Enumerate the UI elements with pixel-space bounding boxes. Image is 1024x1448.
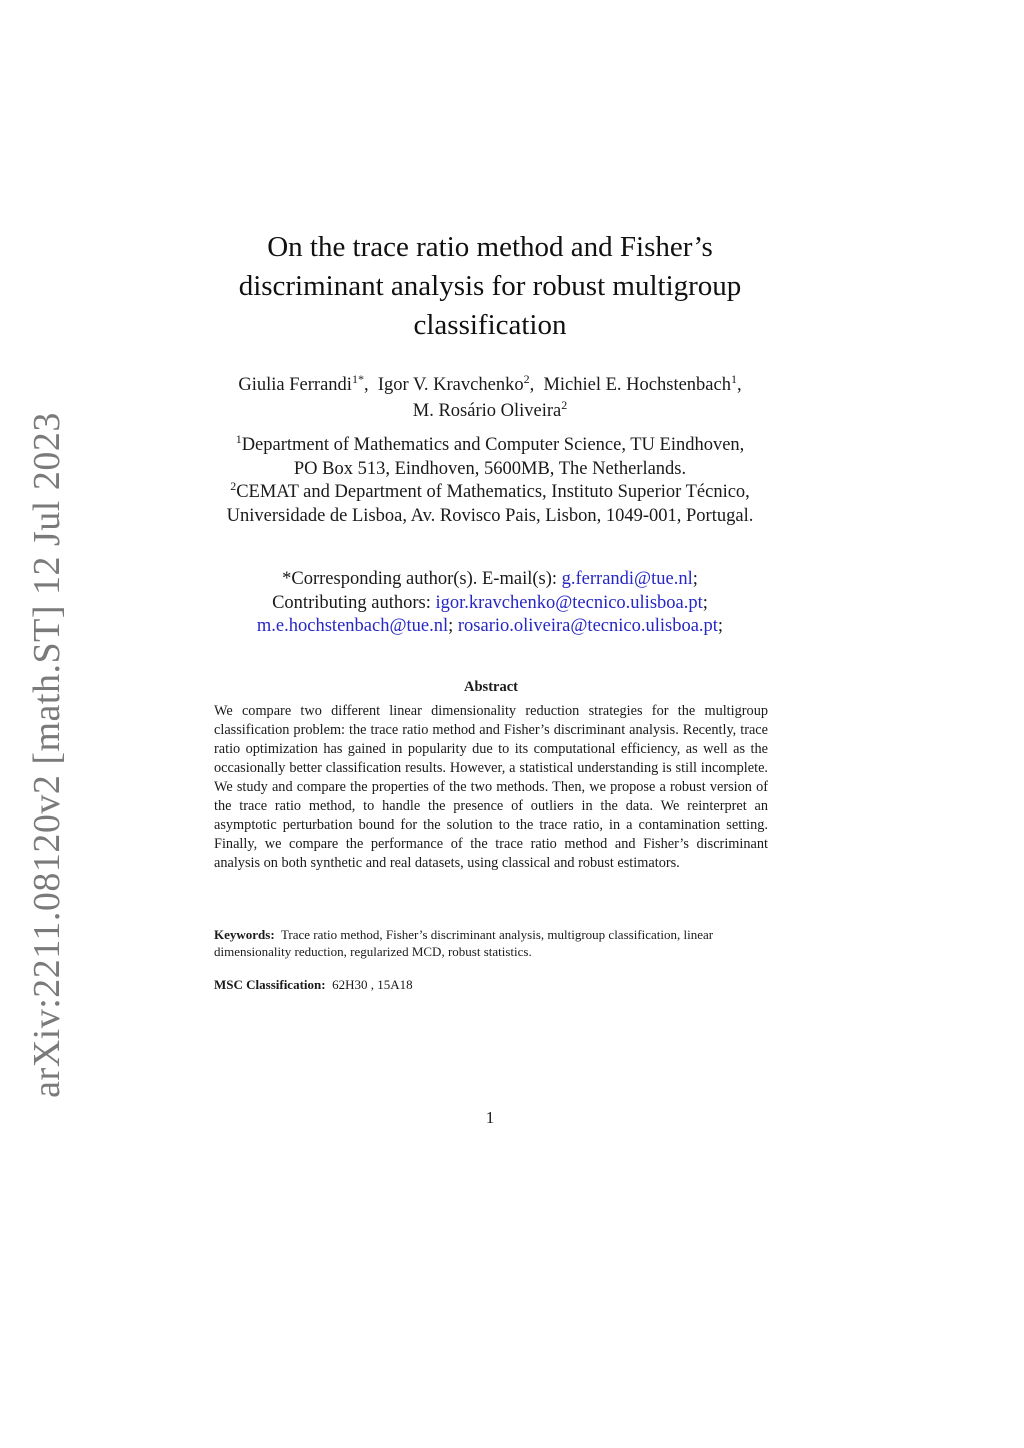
author-line: Giulia Ferrandi$^{1*}$, Igor V. Kravchenko$^2$, Michiel E. Hochstenbach$^1$, (238, 372, 742, 395)
author-affiliation-marker: 2 (561, 398, 568, 412)
affiliation-marker: 2 (230, 479, 237, 493)
author-name: Giulia Ferrandi (238, 375, 352, 395)
separator: ; (717, 616, 724, 636)
email-link[interactable]: rosario.oliveira@tecnico.ulisboa.pt (457, 616, 718, 636)
abstract-heading: Abstract (464, 679, 518, 695)
title-line: discriminant analysis for robust multigroup (238, 270, 742, 302)
msc-text: 62H30 , 15A18 (332, 977, 413, 992)
msc-label: MSC Classification: (214, 977, 326, 992)
affiliation-list (140, 434, 840, 528)
affiliation-text: CEMAT and Department of Mathematics, Instituto Superior Técnico, (236, 482, 750, 502)
author-name: Michiel E. Hochstenbach (543, 375, 731, 395)
contributing-label: Contributing authors: (272, 592, 436, 613)
author-affiliation-marker: 2 (523, 372, 530, 386)
msc-block (214, 977, 768, 993)
author-line (140, 398, 840, 424)
author-affiliation-marker: 1 (730, 372, 737, 386)
affiliation-line (140, 481, 840, 505)
affiliation-line (140, 434, 840, 458)
contributing-authors-line (140, 615, 840, 639)
keywords-label: Keywords: (214, 927, 275, 942)
arxiv-stamp-text: arXiv:2211.08120v2 [math.ST] 12 Jul 2023 (26, 412, 68, 1098)
affiliation-line: Universidade de Lisboa, Av. Rovisco Pais, Lisbon, 1049-001, Portugal. (226, 505, 754, 526)
abstract-text: We compare two different linear dimensionality reduction strategies for the multigroup classification problem: the trace ratio method and Fisher’s discriminant analysis. Recently, trace ratio optimization has gained in popularity due to its computational efficiency, as well as the occasionally better classification results. However, a statistical understanding is still incomplete. We study and compare the properties of the two methods. Then, we propose a robust version of the trace ratio method, to handle the presence of outliers in the data. We reinterpret an asymptotic perturbation bound for the solution to the trace ratio, in a contamination setting. Finally, we compare the performance of the trace ratio method and Fisher’s discriminant analysis on both synthetic and real datasets, using classical and robust estimators. (214, 703, 768, 871)
separator: ; (448, 616, 454, 636)
title-line: classification (413, 309, 567, 341)
corresponding-author-line (140, 568, 840, 592)
keywords-block (214, 927, 768, 960)
author-name: Igor V. Kravchenko (377, 375, 524, 395)
email-link[interactable]: igor.kravchenko@tecnico.ulisboa.pt (435, 592, 703, 613)
corresponding-label: *Corresponding author(s). E-mail(s): (282, 569, 562, 589)
affiliation-text: Department of Mathematics and Computer Science, TU Eindhoven, (241, 435, 745, 455)
author-affiliation-marker: 1* (351, 372, 364, 386)
author-list (140, 372, 840, 424)
separator: ; (702, 592, 708, 613)
page-number: 1 (485, 1108, 495, 1127)
title-line: On the trace ratio method and Fisher’s (267, 231, 713, 263)
email-link[interactable]: g.ferrandi@tue.nl (561, 569, 693, 589)
separator: ; (692, 569, 698, 589)
correspondence-block (140, 568, 840, 639)
paper-title (200, 228, 780, 345)
author-name: M. Rosário Oliveira (412, 401, 562, 421)
affiliation-line: PO Box 513, Eindhoven, 5600MB, The Netherlands. (293, 458, 687, 479)
affiliation-marker: 1 (235, 432, 242, 446)
contributing-authors-line (140, 592, 840, 616)
email-link[interactable]: m.e.hochstenbach@tue.nl (256, 616, 449, 636)
keywords-text: Trace ratio method, Fisher’s discriminant analysis, multigroup classification, linear dimensionality reduction, regularized MCD, robust statistics. (214, 927, 714, 959)
